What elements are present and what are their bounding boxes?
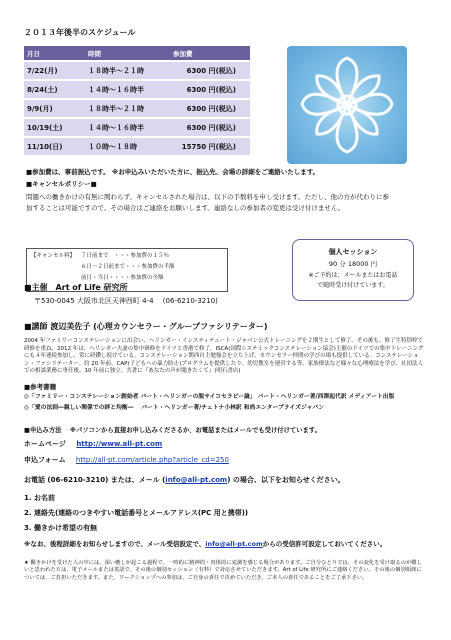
schedule-title: ２０１３年後半のスケジュール (24, 28, 136, 37)
required-item: 3. 働きかけ希望の有無 (24, 524, 97, 532)
email-link[interactable]: info@all-pt.com (165, 476, 228, 484)
row-time: １８時半～２１時 (85, 61, 170, 80)
row-date: 11/10(日) (24, 137, 85, 155)
row-time: １８時半～２１時 (85, 99, 170, 118)
session-note: ※ご予約は、メールまたはお電話 (308, 272, 398, 279)
schedule-table (24, 46, 250, 155)
schedule-row (24, 118, 250, 137)
organizer-label: ■主催 Art of Life 研究所 (24, 283, 128, 292)
cancel-policy-title: ■キャンセルポリシー■ (26, 180, 97, 188)
schedule-row (24, 137, 250, 155)
phone-text-end: ) の場合、以下をお知らせください。 (227, 476, 345, 484)
reference-item: ◎「愛の法則―親しい関係での絆と均衡― バート・ヘリンガー著/チェトナ小林訳 和尚エンタープライズジャパン (24, 405, 325, 411)
row-date: 9/9(月) (24, 99, 85, 118)
row-time: １４時～１６時半 (85, 118, 170, 137)
header-time: 時間 (85, 46, 170, 61)
row-fee: 6300 円(税込) (170, 61, 250, 80)
reference-item: ◎「ファミリー・コンステレーション創始者 バート・ヘリンガーの脱サイコセラピー論」 バート・ヘリンガー著/西澤起代訳 メディアート出版 (24, 394, 395, 400)
row-time: １４時～１６時半 (85, 80, 170, 99)
phone-text: お電話 (06-6210-3210) または、メール ( (24, 476, 166, 484)
header-fee: 参加費 (170, 46, 250, 61)
session-title: 個人セッション (328, 248, 378, 256)
cancel-policy-text: 問題への働きかけの有無に関わらず、キャンセルされた場合は、以下の手数料を申し受けます。ただし、他の方が代わりに参 (26, 193, 389, 201)
row-time: １０時～１８時 (85, 137, 170, 155)
cancel-fee-row: ６日～２日前まで・・・参加費の半額 (81, 264, 175, 270)
session-price: 90 分 18000 円 (328, 260, 378, 268)
mail-note-email[interactable]: info@all-pt.com (205, 540, 263, 548)
required-item: 2. 連絡先(連絡のつきやすい電話番号とメールアドレス(PC 用と携帯)) (24, 509, 249, 517)
lecturer-label: ■講師 渡辺美佐子 (心理カウンセラー・グループファシリテーター) (24, 322, 268, 331)
session-note: で随時受け付けています。 (317, 282, 389, 289)
apply-method: ■申込み方法 ※パソコンから直接お申し込みくださるか、お電話またはメールでも受け付けています。 (24, 427, 321, 434)
row-fee: 15750 円(税込) (170, 137, 250, 155)
footer-disclaimer: ★ 働きかけを受けた人の中には、深い癒しが起こる過程で、一時的に精神的・肉体的に変調を感じる場合があります。ご自分ひとりでは、その変化を受け取るのが難しいと思われた方は、電子メールまたは電話で、その後の個別セッション（有料）で対応させていただきます。Art of Life 研究所にご連絡ください。その後の個別相談については、ご負担いただきます。また、ワークショップへの参加は、ご自身の責任で決めていただき、ご本人の責任であることをご了承下さい。 (24, 560, 422, 581)
mandala-graphic (287, 46, 407, 164)
row-fee: 6300 円(税込) (170, 99, 250, 118)
schedule-row (24, 61, 250, 80)
cancel-fee-row: ７日前まで ・・・参加費の１５％ (81, 253, 170, 259)
form-link[interactable]: http://all-pt.com/article.php?article_cd=250 (75, 456, 229, 464)
schedule-row (24, 99, 250, 118)
cancel-fee-label: 【キャンセル料】 (31, 253, 76, 259)
homepage-link[interactable]: http://www.all-pt.com (76, 440, 163, 448)
homepage-label: ホームページ (24, 440, 66, 448)
row-fee: 6300 円(税込) (170, 118, 250, 137)
row-fee: 6300 円(税込) (170, 80, 250, 99)
schedule-header-row (24, 46, 250, 61)
row-date: 7/22(月) (24, 61, 85, 80)
organizer-address: 〒530-0045 大阪市北区天神西町 4-4 (06-6210-3210) (34, 297, 218, 305)
individual-session-box (292, 239, 414, 301)
required-item: 1. お名前 (24, 494, 55, 502)
mail-note-end: からの受信許可設定しておいてください。 (262, 540, 387, 548)
schedule-row (24, 80, 250, 99)
cancel-policy-text: 加することは可能ですので、その場合はご連絡をお願いします。連絡なしの参加者の変更は受け付けません。 (26, 204, 345, 212)
mail-note: ※なお、後程詳細をお知らせしますので、メール受信設定で、 (24, 540, 206, 548)
header-date: 月日 (24, 46, 85, 61)
row-date: 8/24(土) (24, 80, 85, 99)
references-title: ■参考書籍 (24, 383, 57, 391)
lecturer-bio: 2004 年ファミリーコンステレーションに出会い、ヘリンガー・インスティテュート・ジャパン公式トレーニングを２期生として修了。その後も、修了生特別枠で研修を重ね、2012 年は、ヘリンガー夫妻の集中研修をドイツと香港で修了。ISCA(国際システミックコンステレーション協会)主催のドイツでの集中トレーニングにも４年連続参加し、常に研鑽し続けている。コンステレーション関西自主勉強会を立ち上げ、カウンセラー仲間の学びの場も提供している。コンステレーション・ファシリテーター。約 20 年前、CAP(子どもへの暴力防止)プログラムを提供したり、幼児教室を運営する等、家族療法など様々な心理療法を学び、社団法人での相談業務に専任後、10 年前に独立。共著に『あなたの声が聞きたくて』(明石書店) (24, 338, 424, 374)
flower-mandala-image (287, 46, 407, 164)
payment-note: ■参加費は、事前振込です。 ※お申込みいただいた方に、振込先、会場の詳細をご連絡いたします。 (26, 168, 320, 176)
cancel-fee-row: 前日・当日・・・・参加費の全額 (81, 275, 164, 281)
row-date: 10/19(土) (24, 118, 85, 137)
form-label: 申込フォーム (24, 456, 66, 464)
